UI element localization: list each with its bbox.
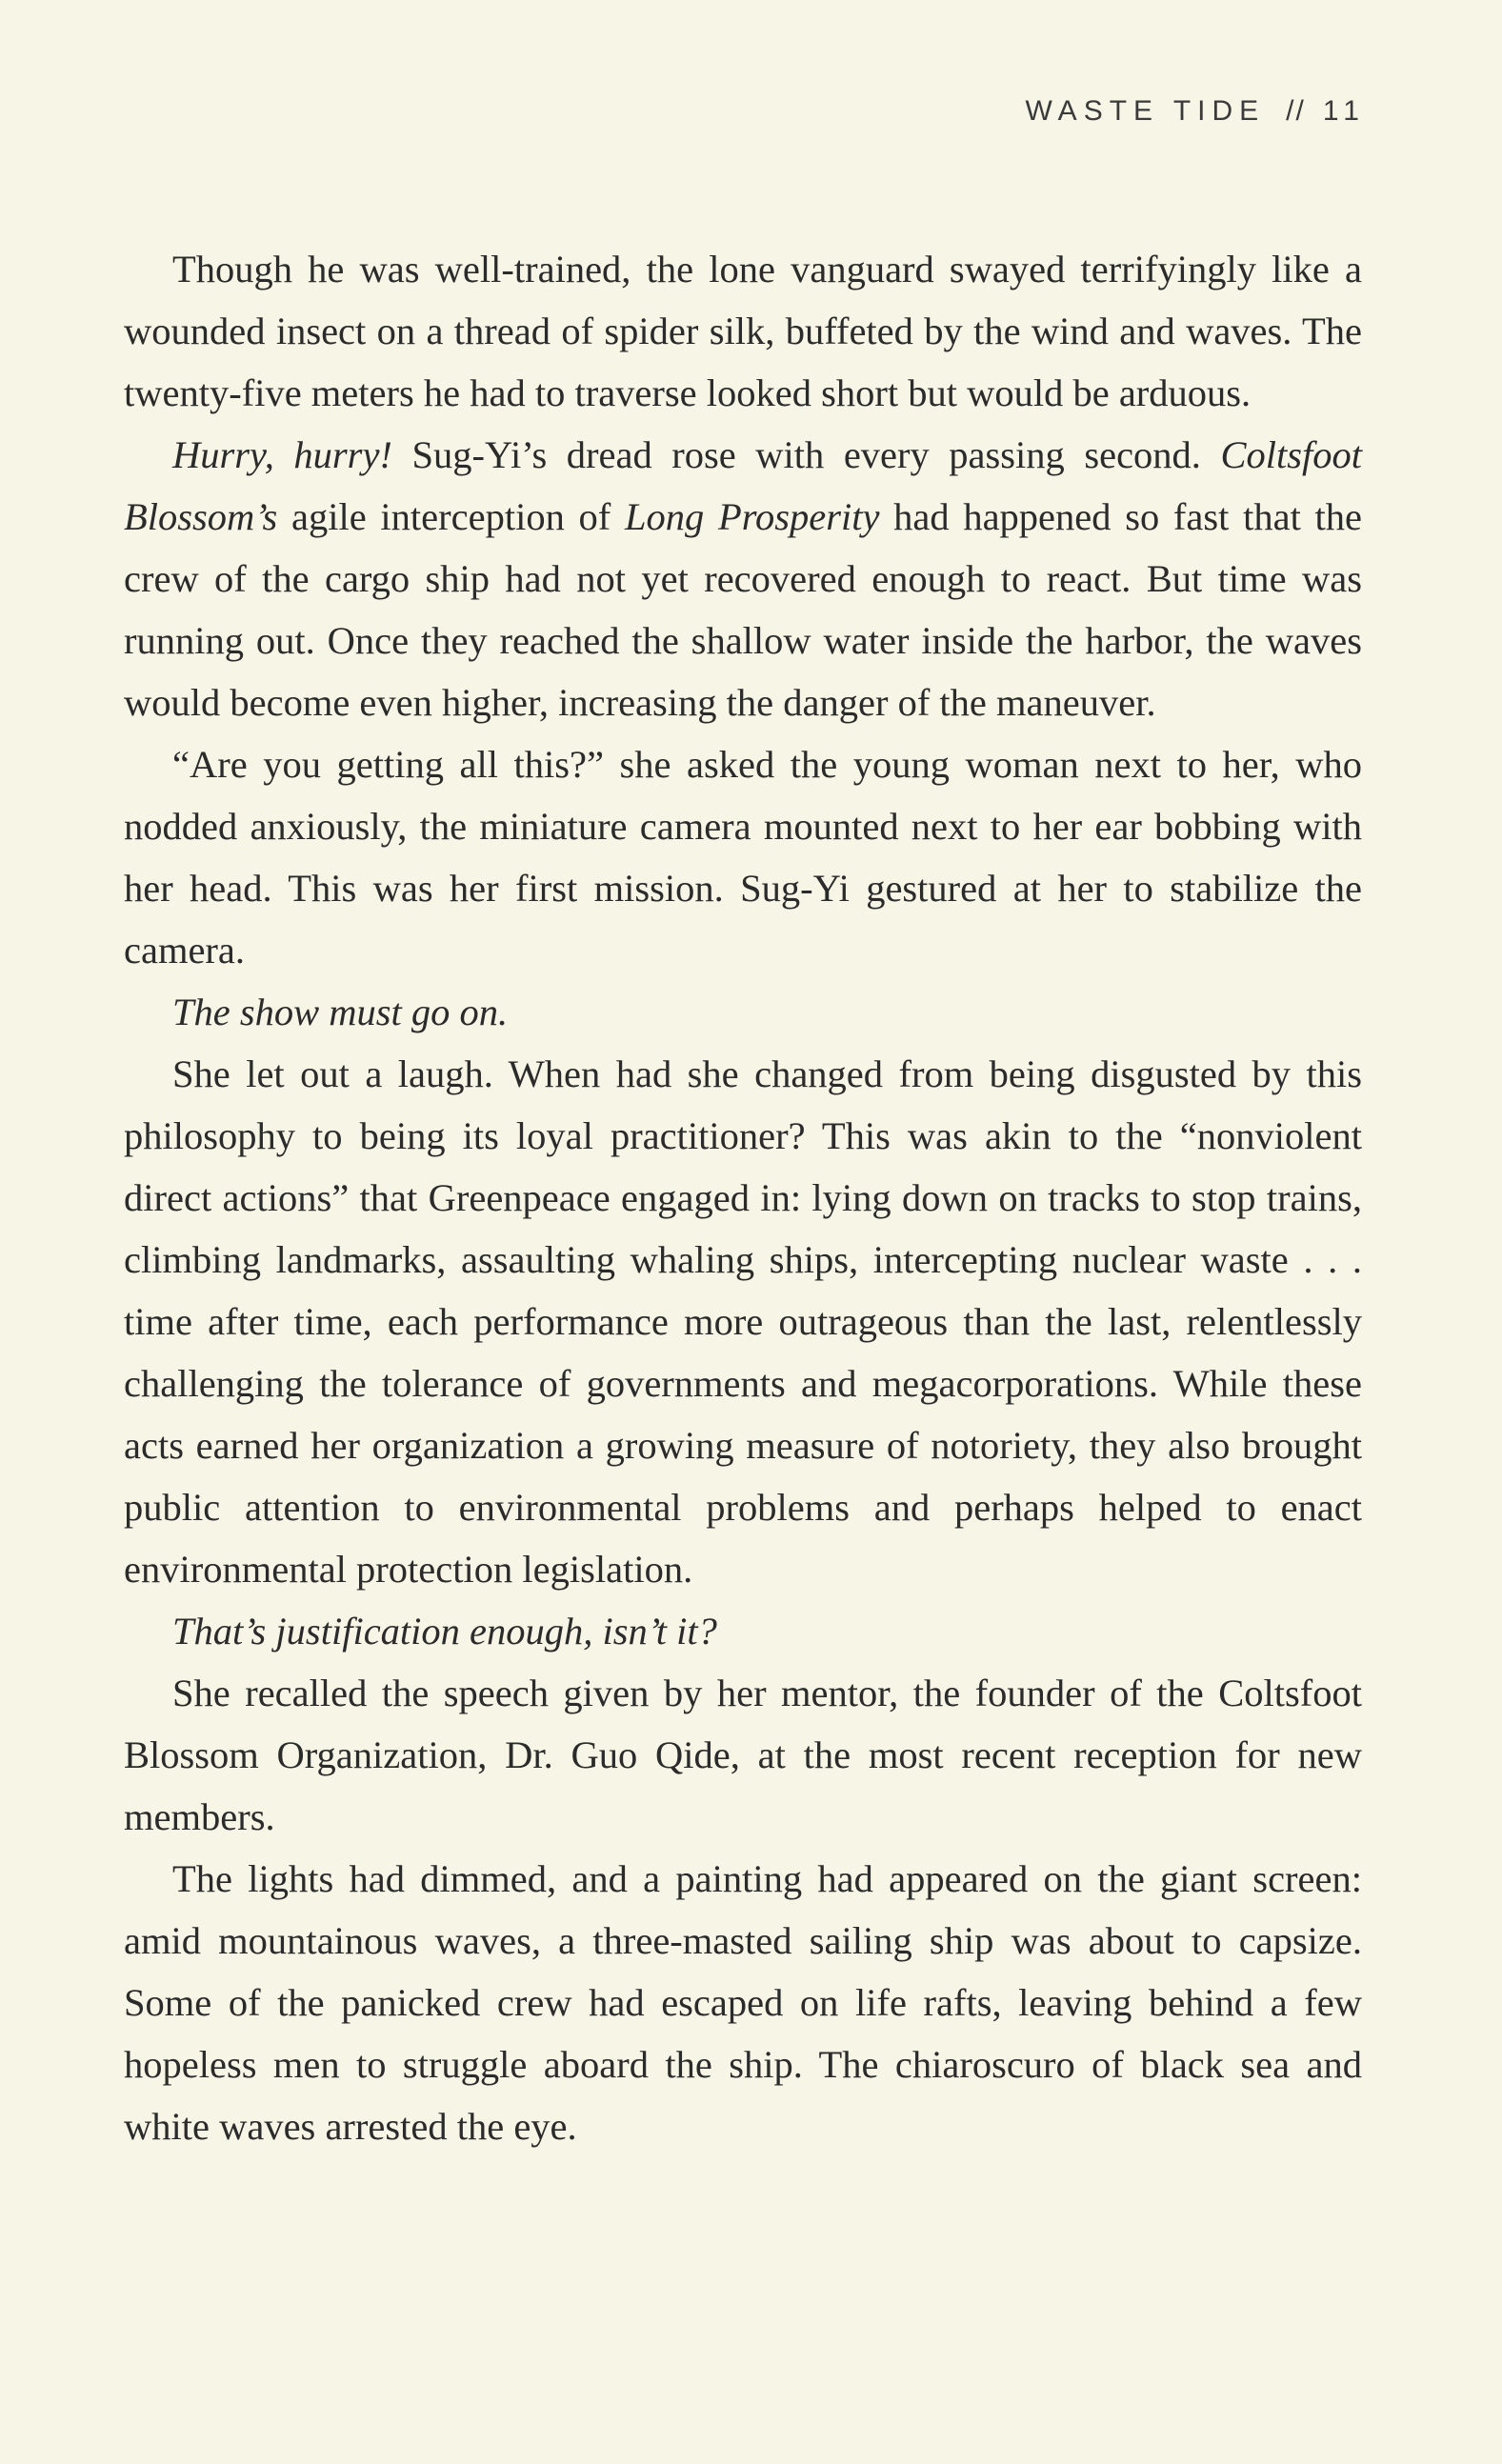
italic-text: Hurry, hurry! bbox=[172, 433, 392, 476]
running-head bbox=[1025, 95, 1366, 128]
italic-text: Long Prosperity bbox=[624, 495, 880, 538]
page-number: 11 bbox=[1322, 95, 1366, 127]
paragraph bbox=[124, 1848, 1362, 2157]
text-run: She let out a laugh. When had she changed from being disgusted by this philosophy to being its loyal practitioner? This was akin to the “nonviolent direct actions” that Greenpeace engaged in: lying down on tracks to stop trains, climbing landmarks, assaulting whaling ships, intercepting nuclear waste . . . time after time, each performance more outrageous than the last, relentlessly challenging the tolerance of governments and megacorporations. While these acts earned her organization a growing measure of notoriety, they also brought public attention to environmental problems and perhaps helped to enact environmental protection legislation. bbox=[124, 1052, 1362, 1591]
header-separator: // bbox=[1286, 95, 1306, 127]
text-run: had happened so fast that the crew of the cargo ship had not yet recovered enough to react. But time was running out. Once they reached the shallow water inside the harbor, the waves would become even higher, increasing the danger of the maneuver. bbox=[124, 495, 1362, 724]
text-run: “Are you getting all this?” she asked the young woman next to her, who nodded anxiously, the miniature camera mounted next to her ear bobbing with her head. This was her first mission. Sug-Yi gestured at her to stabilize the camera. bbox=[124, 743, 1362, 972]
paragraph bbox=[124, 1600, 1362, 1662]
paragraph bbox=[124, 981, 1362, 1043]
text-run: She recalled the speech given by her mentor, the founder of the Coltsfoot Blossom Organization, Dr. Guo Qide, at the most recent reception for new members. bbox=[124, 1672, 1362, 1838]
paragraph bbox=[124, 733, 1362, 981]
italic-text: That’s justification enough, isn’t it? bbox=[172, 1610, 717, 1653]
italic-text: Coltsfoot Blossom’s bbox=[124, 433, 1363, 538]
text-run: Sug-Yi’s dread rose with every passing second. bbox=[391, 433, 1221, 476]
italic-text: The show must go on. bbox=[172, 991, 509, 1033]
text-run: The lights had dimmed, and a painting had appeared on the giant screen: amid mountainous waves, a three-masted sailing ship was about to capsize. Some of the panicked crew had escaped on life rafts, leaving behind a few hopeless men to struggle aboard the ship. The chiaroscuro of black sea and white waves arrested the eye. bbox=[124, 1857, 1362, 2148]
book-title: WASTE TIDE bbox=[1025, 95, 1266, 127]
paragraph bbox=[124, 1043, 1362, 1600]
text-run: agile interception of bbox=[277, 495, 625, 538]
paragraph bbox=[124, 424, 1362, 733]
text-run: Though he was well-trained, the lone vanguard swayed terrifyingly like a wounded insect on a thread of spider silk, buffeted by the wind and waves. The twenty-five meters he had to traverse looked short but would be arduous. bbox=[124, 248, 1362, 414]
body-text bbox=[124, 238, 1362, 2157]
paragraph bbox=[124, 1662, 1362, 1848]
paragraph bbox=[124, 238, 1362, 424]
